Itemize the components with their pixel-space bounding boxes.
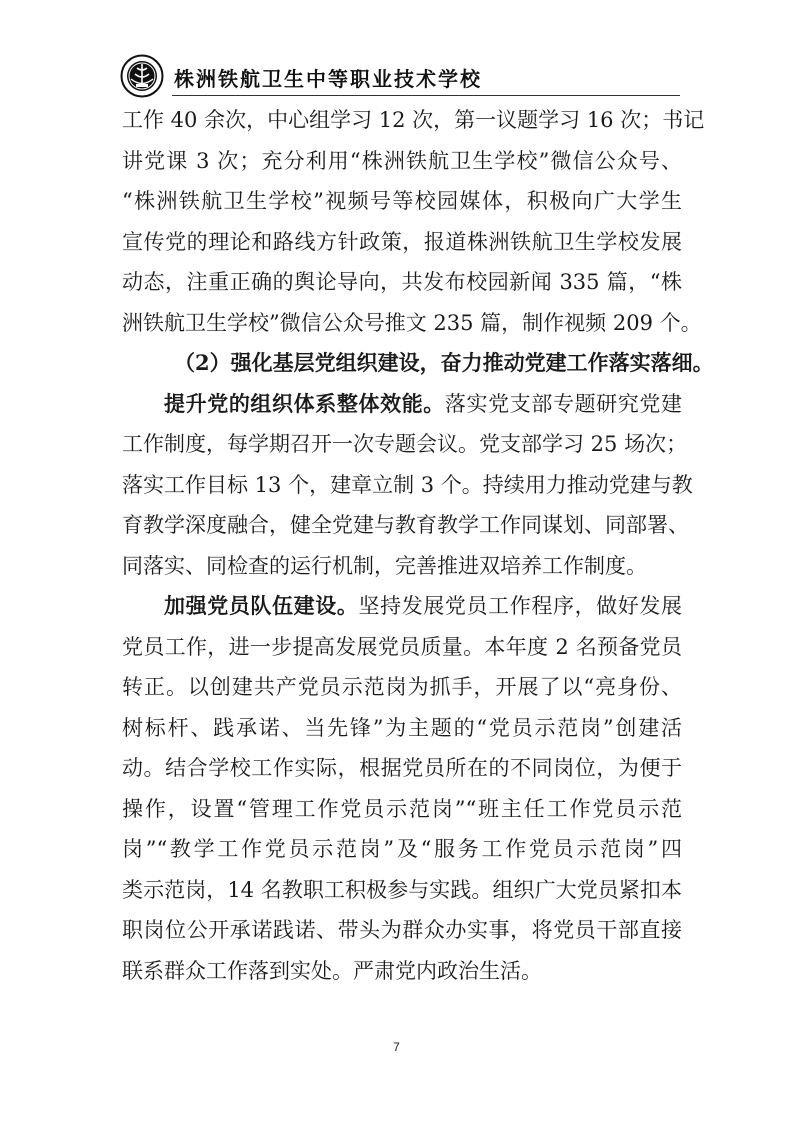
text-line: 落实工作目标 13 个，建章立制 3 个。持续用力推动党建与教 <box>122 472 693 497</box>
text-line <box>122 586 682 627</box>
text-line: 宣传党的理论和路线方针政策，报道株洲铁航卫生学校发展 <box>122 229 682 254</box>
paragraph-organization <box>122 384 693 587</box>
text-line: 党员工作，进一步提高发展党员质量。本年度 2 名预备党员 <box>122 634 682 659</box>
text-line: 联系群众工作落到实处。严肃党内政治生活。 <box>122 958 542 983</box>
text-line: 工作 40 余次，中心组学习 12 次，第一议题学习 16 次；书记 <box>122 108 705 132</box>
text-line: 讲党课 3 次；充分利用“株洲铁航卫生学校”微信公众号、 <box>122 148 682 173</box>
school-logo-icon <box>120 54 164 98</box>
document-body <box>122 100 714 991</box>
text-line: 工作制度，每学期召开一次专题会议。党支部学习 25 场次； <box>122 432 688 456</box>
header-divider <box>172 95 680 96</box>
text-line: 洲铁航卫生学校”微信公众号推文 235 篇，制作视频 209 个。 <box>122 310 702 335</box>
text-line: 转正。以创建共产党员示范岗为抓手，开展了以“亮身份、 <box>122 675 682 699</box>
text-line: 类示范岗，14 名教职工积极参与实践。组织广大党员紧扣本 <box>122 877 682 902</box>
text-line: 岗”“教学工作党员示范岗”及“服务工作党员示范岗”四 <box>122 837 682 861</box>
paragraph-activities <box>122 100 705 343</box>
text-line: 动。结合学校工作实际，根据党员所在的不同岗位，为便于 <box>122 756 682 780</box>
text-line: 同落实、同检查的运行机制，完善推进双培养工作制度。 <box>122 553 647 578</box>
text-fragment: 落实党支部专题研究党建 <box>444 391 683 416</box>
paragraph-members <box>122 586 682 991</box>
text-fragment: 坚持发展党员工作程序，做好发展 <box>358 594 683 618</box>
text-line: 树标杆、践承诺、当先锋”为主题的“党员示范岗”创建活 <box>122 715 682 740</box>
text-line: 操作，设置“管理工作党员示范岗”“班主任工作党员示范 <box>122 796 682 821</box>
text-line <box>122 384 682 425</box>
school-name: 株洲铁航卫生中等职业技术学校 <box>174 67 482 91</box>
paragraph-lead: 提升党的组织体系整体效能。 <box>164 390 445 416</box>
page-number: 7 <box>393 1040 400 1054</box>
paragraph-lead: 加强党员队伍建设。 <box>164 593 359 618</box>
text-line: “株洲铁航卫生学校”视频号等校园媒体，积极向广大学生 <box>122 189 682 213</box>
page-header <box>120 54 680 100</box>
text-line: 职岗位公开承诺践诺、带头为群众办实事，将党员干部直接 <box>122 918 682 942</box>
text-line: 动态，注重正确的舆论导向，共发布校园新闻 335 篇，“株 <box>122 270 682 294</box>
section-heading: （2）强化基层党组织建设，奋力推动党建工作落实落细。 <box>174 350 714 375</box>
text-line: 育教学深度融合，健全党建与教育教学工作同谋划、同部署、 <box>122 513 689 537</box>
